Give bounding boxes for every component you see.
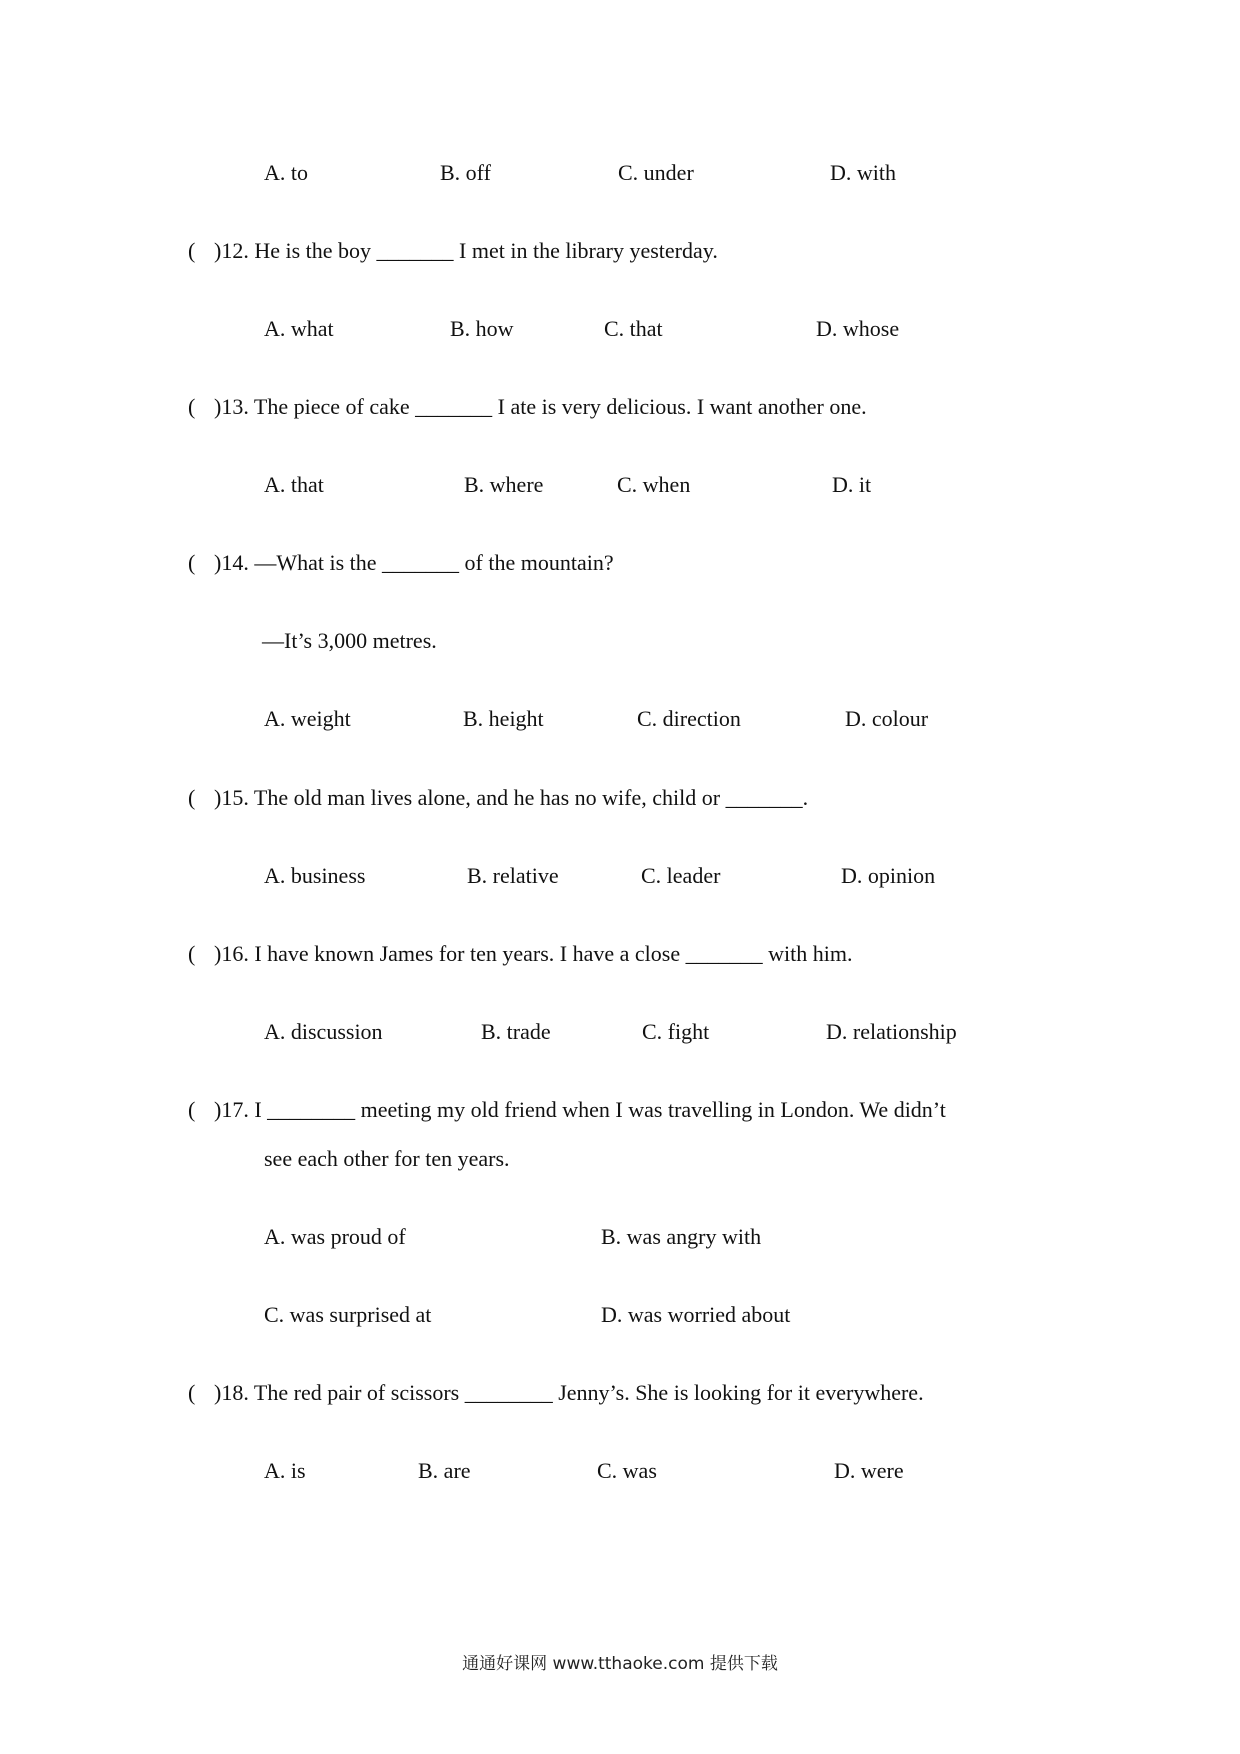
q15-option-d: D. opinion	[841, 863, 936, 888]
q18-option-b: B. are	[418, 1458, 471, 1483]
q14-answer-paren: (	[188, 550, 196, 575]
q13-option-d: D. it	[832, 472, 872, 497]
q11-option-a: A. to	[264, 160, 308, 185]
q18-answer-paren: (	[188, 1380, 196, 1405]
q18-option-c: C. was	[597, 1458, 657, 1483]
q18-option-a: A. is	[264, 1458, 306, 1483]
q12-answer-paren: (	[188, 238, 196, 263]
q15-option-b: B. relative	[467, 863, 559, 888]
page-footer: 通通好课网 www.tthaoke.com 提供下载	[462, 1654, 778, 1674]
q11-option-d: D. with	[830, 160, 896, 185]
q15-option-a: A. business	[264, 863, 366, 888]
q16-option-c: C. fight	[642, 1019, 710, 1044]
q17-option-b: B. was angry with	[601, 1224, 762, 1249]
q13-option-b: B. where	[464, 472, 544, 497]
q17-option-c: C. was surprised at	[264, 1302, 432, 1327]
q17-option-d: D. was worried about	[601, 1302, 791, 1327]
q16-text: )16. I have known James for ten years. I have a close _______ with him.	[214, 941, 853, 966]
q12-option-a: A. what	[264, 316, 334, 341]
q14-option-a: A. weight	[264, 706, 351, 731]
q13-text: )13. The piece of cake _______ I ate is very delicious. I want another one.	[214, 394, 867, 419]
q17-text: )17. I ________ meeting my old friend when I was travelling in London. We didn’t	[214, 1097, 946, 1122]
q17-answer-paren: (	[188, 1097, 196, 1122]
q16-option-b: B. trade	[481, 1019, 551, 1044]
q16-option-a: A. discussion	[264, 1019, 383, 1044]
q17-option-a: A. was proud of	[264, 1224, 406, 1249]
q12-text: )12. He is the boy _______ I met in the library yesterday.	[214, 238, 718, 263]
q16-option-d: D. relationship	[826, 1019, 957, 1044]
q16-answer-paren: (	[188, 941, 196, 966]
q14-answer-line: —It’s 3,000 metres.	[262, 628, 437, 653]
q12-option-c: C. that	[604, 316, 663, 341]
q15-text: )15. The old man lives alone, and he has no wife, child or _______.	[214, 785, 809, 810]
q12-option-b: B. how	[450, 316, 514, 341]
q14-option-d: D. colour	[845, 706, 929, 731]
q14-option-b: B. height	[463, 706, 544, 731]
q15-answer-paren: (	[188, 785, 196, 810]
q13-option-a: A. that	[264, 472, 324, 497]
q14-text: )14. —What is the _______ of the mountain?	[214, 550, 614, 575]
q18-text: )18. The red pair of scissors ________ Jenny’s. She is looking for it everywhere.	[214, 1380, 924, 1405]
q18-option-d: D. were	[834, 1458, 904, 1483]
q12-option-d: D. whose	[816, 316, 900, 341]
q13-answer-paren: (	[188, 394, 196, 419]
q13-option-c: C. when	[617, 472, 691, 497]
q11-option-b: B. off	[440, 160, 491, 185]
q17-text-continued: see each other for ten years.	[264, 1146, 510, 1171]
q15-option-c: C. leader	[641, 863, 721, 888]
q14-option-c: C. direction	[637, 706, 741, 731]
q11-option-c: C. under	[618, 160, 694, 185]
